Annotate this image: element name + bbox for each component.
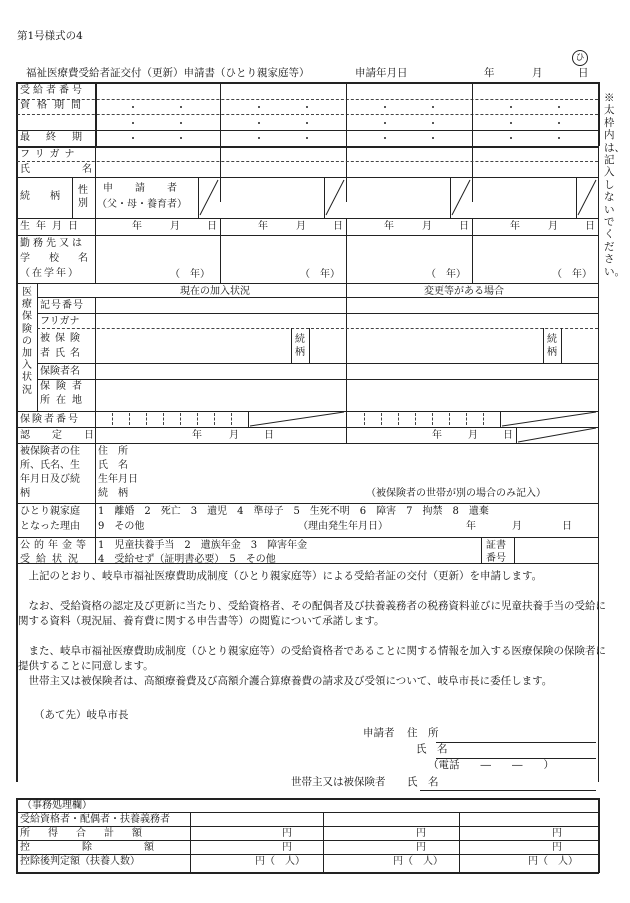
householder-name-label: 氏 名 [407, 776, 439, 788]
insurance-relation-label-1: 続柄 [295, 334, 305, 358]
insured-name-row-label: 氏 名 [98, 460, 128, 471]
statement-1: 上記のとおり、岐阜市福祉医療費助成制度（ひとり親家庭等）による受給者証の交付（更新）を申請します。 [18, 570, 543, 582]
birth-y-4: 年 [510, 221, 520, 232]
cert-d-1: 日 [264, 430, 274, 441]
after-yen-2: 円（ 人） [393, 856, 443, 867]
birth-m-2: 月 [296, 221, 306, 232]
applicant-guardian-label: （父・母・養育者） [97, 199, 187, 210]
birth-y-1: 年 [132, 221, 142, 232]
reason-day: 日 [562, 521, 572, 532]
cert-y-2: 年 [432, 430, 442, 441]
deduction-yen-3: 円 [552, 842, 562, 853]
pension-options-2: 4 受給せず（証明書必要） 5 その他 [98, 554, 276, 565]
statement-3: また、岐阜市福祉医療費助成制度（ひとり親家庭等）の受給資格者であることに関する情報を加入する医療保険の保険者に提供することに同意します。 [18, 645, 606, 672]
reason-label-2: となった理由 [20, 521, 80, 532]
insured-address-label: 住 所 [98, 446, 128, 457]
eligibility-period-label: 資格期間 [20, 100, 88, 111]
applicant-label: 申請者 [103, 183, 199, 194]
work-school-label-1: 勤務先又は [20, 238, 85, 249]
insured-note: （被保険者の世帯が別の場合のみ記入） [366, 488, 546, 499]
office-parties: 受給資格者・配偶者・扶養義務者 [20, 814, 170, 825]
current-status-header: 現在の加入状況 [180, 286, 250, 297]
insured-person-label-1: 被保険者の住 [20, 446, 80, 457]
after-yen-1: 円（ 人） [255, 856, 305, 867]
insurer-number-label: 保険者番号 [20, 414, 80, 425]
grade-2: （ 年） [300, 269, 340, 280]
birth-d-2: 日 [333, 221, 343, 232]
reason-label-1: ひとり親家庭 [20, 506, 80, 517]
birth-date-label: 生年月日 [20, 221, 84, 232]
applicant-sign-label: 申請者 [363, 727, 395, 739]
insured-birth-label: 生年月日 [98, 474, 138, 485]
stamp-mark-text: ひ [575, 53, 585, 63]
deduction-label: 控除額 [20, 842, 206, 853]
birth-m-4: 月 [548, 221, 558, 232]
birth-y-2: 年 [258, 221, 268, 232]
form-title: 福祉医療費受給者証交付（更新）申請書（ひとり親家庭等） [26, 67, 310, 79]
applicant-name-label: 氏 名 [416, 743, 448, 755]
relation-label: 続柄 [20, 191, 80, 202]
statement-4: 世帯主又は被保険者は、高額療養費及び高額介護合算療養費の請求及び受領について、岐阜市長に委任します。 [18, 675, 553, 687]
deduction-yen-1: 円 [282, 842, 292, 853]
reason-options-1: 1 離婚 2 死亡 3 遺児 4 準母子 5 生死不明 6 障害 7 拘禁 8 遺棄 [98, 506, 489, 517]
insurance-side-label: 医療保険の加入状況 [22, 287, 32, 396]
reason-year: 年 [466, 521, 476, 532]
side-note: ※太枠内は、記入しないでください。 [604, 92, 625, 278]
work-school-label-3: （在学年） [20, 268, 80, 279]
applicant-address-label: 住 所 [407, 727, 439, 739]
statement-2: なお、受給資格の認定及び更新に当たり、受給資格者、その配偶者及び扶養義務者の税務資料並びに児童扶養手当の受給に関する資料（現況届、養育費に関する申告書等）の閲覧について承諾します。 [18, 600, 606, 627]
change-header: 変更等がある場合 [424, 286, 504, 297]
sex-slash-2 [324, 177, 346, 218]
income-yen-2: 円 [416, 828, 426, 839]
sex-slash-3 [450, 177, 472, 218]
reason-date-label: （理由発生年月日） [298, 521, 388, 532]
furigana-label: フリガナ [20, 149, 80, 160]
insured-name-label-2: 者氏名 [40, 348, 85, 359]
after-yen-3: 円（ 人） [528, 856, 578, 867]
cert-d-2: 日 [503, 430, 513, 441]
addressee: （あて先）岐阜市長 [34, 709, 129, 721]
apply-year: 年 [484, 67, 495, 79]
cert-no-label-2: 番号 [486, 553, 506, 564]
insured-name-label-1: 被保険 [40, 333, 85, 344]
cert-y-1: 年 [192, 430, 202, 441]
insurance-relation-label-2: 続柄 [547, 334, 557, 358]
deduction-yen-2: 円 [416, 842, 426, 853]
grade-1: （ 年） [170, 269, 210, 280]
insurance-furigana-label: フリガナ [40, 316, 80, 327]
birth-m-3: 月 [422, 221, 432, 232]
income-yen-1: 円 [282, 828, 292, 839]
insured-person-label-2: 所、氏名、生 [20, 460, 80, 471]
apply-day: 日 [578, 67, 589, 79]
birth-m-1: 月 [170, 221, 180, 232]
insurer-number-slash-1 [248, 411, 346, 427]
grade-4: （ 年） [552, 269, 592, 280]
insured-relation-row-label: 続 柄 [98, 488, 128, 499]
birth-y-3: 年 [384, 221, 394, 232]
insurer-name-label: 保険者名 [40, 366, 80, 377]
reason-month: 月 [512, 521, 522, 532]
name-label: 氏名 [20, 164, 144, 175]
cert-no-label-1: 証書 [486, 540, 506, 551]
certified-date-label: 認定日 [20, 430, 116, 441]
sex-slash-1 [198, 177, 220, 218]
reason-options-2: 9 その他 [98, 521, 145, 532]
apply-month: 月 [532, 67, 543, 79]
pension-options-1: 1 児童扶養手当 2 遺族年金 3 障害年金 [98, 540, 308, 551]
income-yen-3: 円 [552, 828, 562, 839]
cert-m-1: 月 [229, 430, 239, 441]
insurer-address-label-1: 保険者 [40, 381, 88, 392]
pension-label-1: 公的年金等 [20, 540, 90, 551]
stamp-mark [572, 50, 588, 66]
grade-3: （ 年） [426, 269, 466, 280]
recipient-number-label: 受給者番号 [20, 85, 85, 96]
final-period-label: 最終期 [20, 132, 98, 143]
income-total-label: 所得合計額 [20, 828, 160, 839]
phone-label: （電話 ― ― ） [428, 759, 554, 771]
birth-d-4: 日 [585, 221, 595, 232]
pension-label-2: 受給状況 [20, 554, 84, 565]
after-deduction-label: 控除後判定額（扶養人数） [20, 856, 140, 867]
sex-slash-4 [576, 177, 598, 218]
cert-m-2: 月 [468, 430, 478, 441]
insurer-address-label-2: 所在地 [40, 395, 88, 406]
cert-slash [516, 427, 598, 443]
symbol-number-label: 記号番号 [40, 300, 84, 311]
office-title: （事務処理欄） [22, 800, 92, 811]
householder-label: 世帯主又は被保険者 [291, 776, 386, 788]
sex-label: 性別 [78, 185, 88, 209]
insurer-number-slash-2 [500, 411, 598, 427]
insured-person-label-3: 年月日及び続 [20, 474, 80, 485]
work-school-label-2: 学校名 [20, 253, 107, 264]
form-number: 第1号様式の4 [17, 30, 83, 42]
birth-d-1: 日 [207, 221, 217, 232]
insured-person-label-4: 柄 [20, 488, 30, 499]
apply-date-label: 申請年月日 [355, 67, 408, 79]
birth-d-3: 日 [459, 221, 469, 232]
